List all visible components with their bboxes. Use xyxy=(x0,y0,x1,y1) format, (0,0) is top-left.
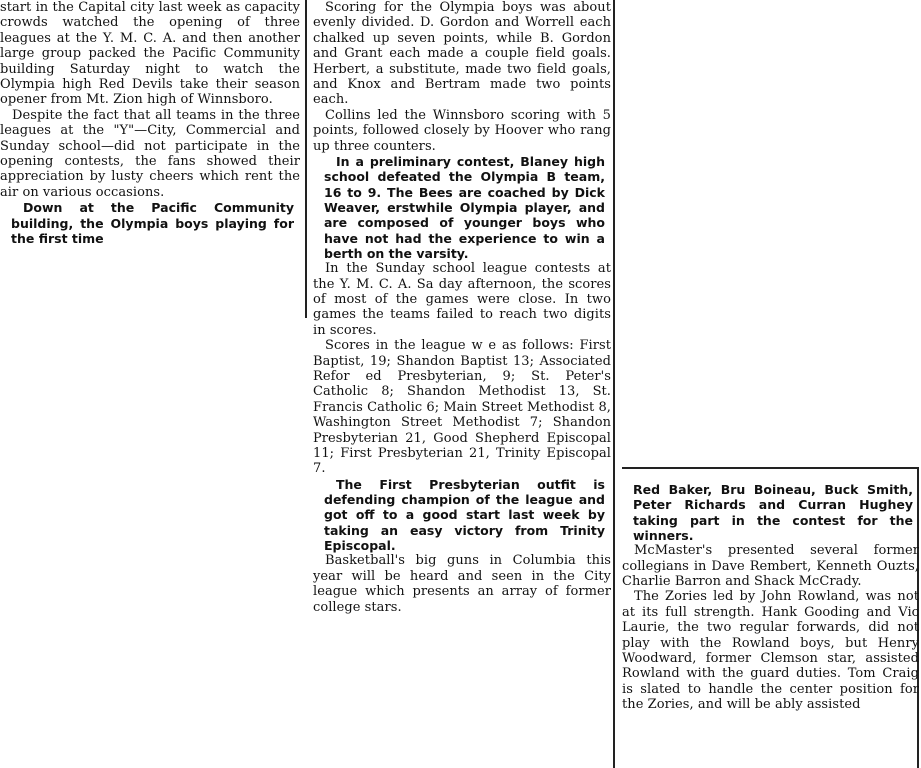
column-rule-2 xyxy=(613,0,615,768)
paragraph: Despite the fact that all teams in the three leagues at the "Y"—City, Commercial and Sunday school—did not participate in the opening contests, the fans showed their appreciation by lusty cheers which rent the air on various occasions. xyxy=(0,107,300,200)
paragraph: In the Sunday school league contests at the Y. M. C. A. Sa day afternoon, the scores of most of the games were close. In two games the teams failed to reach two digits in scores. xyxy=(313,261,611,338)
article-column-1 xyxy=(0,0,300,246)
article-column-3 xyxy=(622,482,919,713)
bold-paragraph: Red Baker, Bru Boineau, Buck Smith, Peter Richards and Curran Hughey taking part in the contest for the winners. xyxy=(633,482,913,543)
paragraph: The Zories led by John Rowland, was not at its full strength. Hank Gooding and Vic Laurie, the two regular forwards, did not play with the Rowland boys, but Henry Woodward, former Clemson star, assisted Rowland with the guard duties. Tom Craig is slated to handle the center position for the Zories, and will be ably assisted xyxy=(622,589,919,713)
bold-paragraph: In a preliminary contest, Blaney high school defeated the Olympia B team, 16 to 9. The Bees are coached by Dick Weaver, erstwhile Olympia player, and are composed of younger boys who have not had the experience to win a berth on the varsity. xyxy=(324,154,605,261)
column-top-rule-3 xyxy=(622,467,918,469)
paragraph: Basketball's big guns in Columbia this year will be heard and seen in the City league which presents an array of former college stars. xyxy=(313,553,611,615)
article-column-2 xyxy=(313,0,611,615)
paragraph: McMaster's presented several former collegians in Dave Rembert, Kenneth Ouzts, Charlie Barron and Shack McCrady. xyxy=(622,543,919,589)
column-rule-1 xyxy=(305,0,307,318)
paragraph: Scores in the league w e as follows: First Baptist, 19; Shandon Baptist 13; Associated Refor ed Presbyterian, 9; St. Peter's Catholic 8; Shandon Methodist 13, St. Francis Catholic 6; Main Street Methodist 8, Washington Street Methodist 7; Shandon Presbyterian 21, Good Shepherd Episcopal 11; First Presbyterian 21, Trinity Episcopal 7. xyxy=(313,338,611,477)
paragraph: Scoring for the Olympia boys was about evenly divided. D. Gordon and Worrell each chalked up seven points, while B. Gordon and Grant each made a couple field goals. Herbert, a substitute, made two field goals, and Knox and Bertram made two points each. xyxy=(313,0,611,108)
bold-paragraph: The First Presbyterian outfit is defending champion of the league and got off to a good start last week by taking an easy victory from Trinity Episcopal. xyxy=(324,476,605,554)
paragraph: Collins led the Winnsboro scoring with 5 points, followed closely by Hoover who rang up three counters. xyxy=(313,107,611,154)
bold-paragraph: Down at the Pacific Community building, the Olympia boys playing for the first time xyxy=(11,200,294,246)
paragraph: start in the Capital city last week as capacity crowds watched the opening of three leagues at the Y. M. C. A. and then another large group packed the Pacific Community building Saturday night to watch the Olympia high Red Devils take their season opener from Mt. Zion high of Winnsboro. xyxy=(0,0,300,108)
